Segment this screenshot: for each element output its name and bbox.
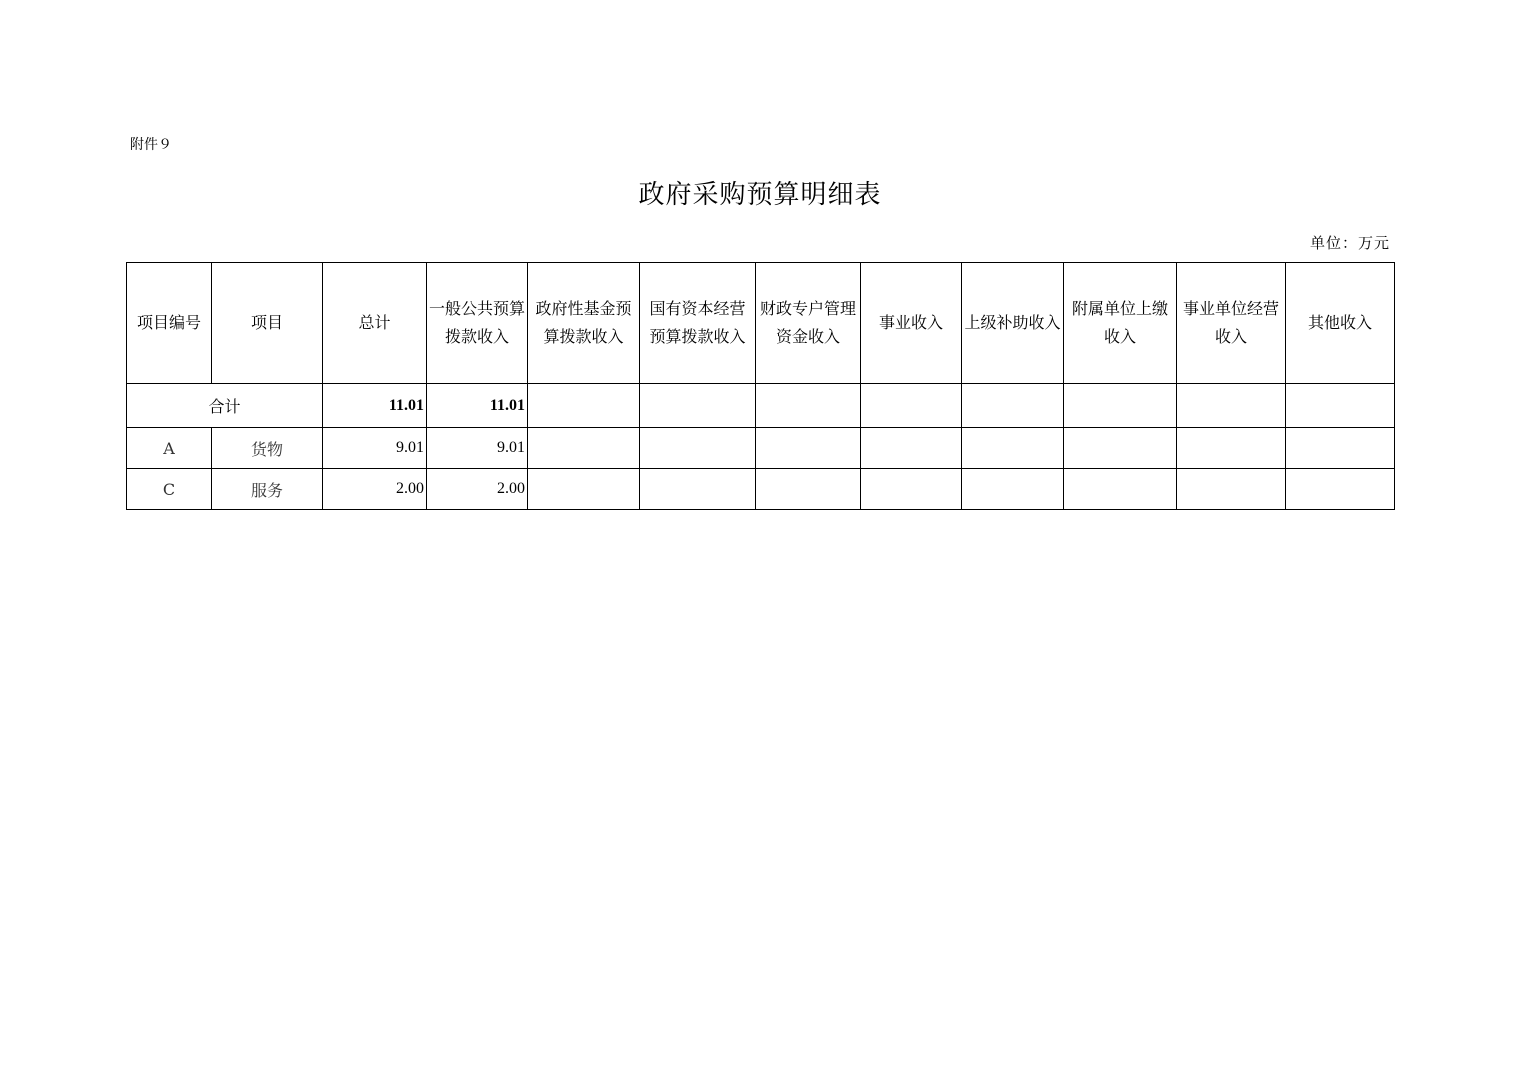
attachment-label: 附件９ (130, 137, 172, 153)
total-cell: 2.00 (323, 469, 427, 510)
header-general-budget: 一般公共预算拨款收入 (427, 263, 528, 384)
empty-cell (640, 469, 756, 510)
header-total: 总计 (323, 263, 427, 384)
empty-cell (640, 384, 756, 428)
empty-cell (1286, 384, 1395, 428)
header-subordinate-remittance: 附属单位上缴收入 (1064, 263, 1177, 384)
empty-cell (528, 384, 640, 428)
project-code-cell: C (127, 469, 212, 510)
project-code-cell: A (127, 428, 212, 469)
empty-cell (640, 428, 756, 469)
header-row (127, 263, 1395, 384)
empty-cell (962, 469, 1064, 510)
empty-cell (861, 469, 962, 510)
total-cell: 9.01 (323, 428, 427, 469)
empty-cell (1064, 384, 1177, 428)
budget-table (126, 262, 1395, 510)
general-budget-cell: 2.00 (427, 469, 528, 510)
empty-cell (756, 384, 861, 428)
header-superior-subsidy: 上级补助收入 (962, 263, 1064, 384)
total-label: 合计 (127, 384, 323, 428)
empty-cell (861, 428, 962, 469)
empty-cell (756, 428, 861, 469)
table-row (127, 428, 1395, 469)
header-project: 项目 (212, 263, 323, 384)
header-gov-fund-budget: 政府性基金预算拨款收入 (528, 263, 640, 384)
empty-cell (1177, 469, 1286, 510)
empty-cell (1064, 428, 1177, 469)
empty-cell (1286, 469, 1395, 510)
header-operating-income: 事业单位经营收入 (1177, 263, 1286, 384)
unit-label: 单位：万元 (1309, 234, 1390, 252)
empty-cell (1177, 384, 1286, 428)
empty-cell (962, 428, 1064, 469)
total-cell: 11.01 (323, 384, 427, 428)
general-budget-cell: 9.01 (427, 428, 528, 469)
table-row (127, 469, 1395, 510)
empty-cell (1064, 469, 1177, 510)
empty-cell (1286, 428, 1395, 469)
empty-cell (528, 428, 640, 469)
empty-cell (1177, 428, 1286, 469)
empty-cell (962, 384, 1064, 428)
header-business-income: 事业收入 (861, 263, 962, 384)
empty-cell (528, 469, 640, 510)
project-name-cell: 服务 (212, 469, 323, 510)
project-name-cell: 货物 (212, 428, 323, 469)
header-fiscal-special-account: 财政专户管理资金收入 (756, 263, 861, 384)
header-project-code: 项目编号 (127, 263, 212, 384)
total-row (127, 384, 1395, 428)
header-state-capital-budget: 国有资本经营预算拨款收入 (640, 263, 756, 384)
empty-cell (861, 384, 962, 428)
page-title: 政府采购预算明细表 (638, 180, 882, 210)
total-general-budget-cell: 11.01 (427, 384, 528, 428)
empty-cell (756, 469, 861, 510)
header-other-income: 其他收入 (1286, 263, 1395, 384)
